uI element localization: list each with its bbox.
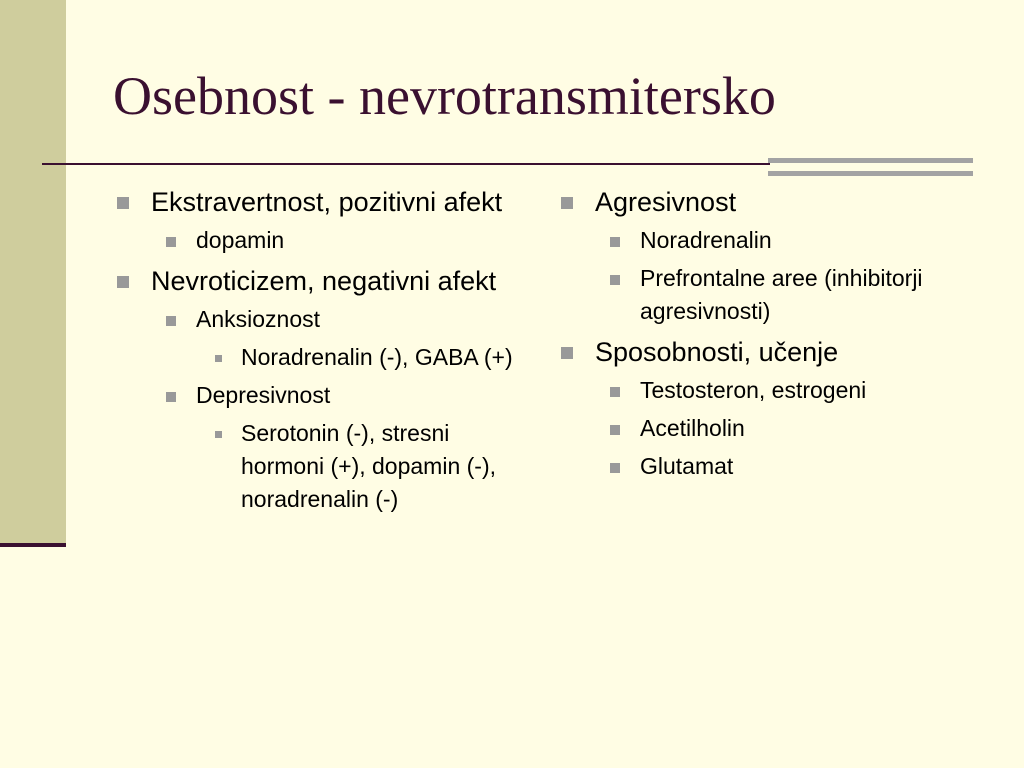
bullet-text: Testosteron, estrogeni [640,377,867,403]
bullet-text: dopamin [196,227,285,253]
square-bullet-icon [561,347,573,359]
bullet-item-level-2 [558,224,978,257]
square-bullet-icon [215,355,222,362]
bullet-text: Noradrenalin (-), GABA (+) [241,344,513,370]
left-accent-line [0,543,66,547]
square-bullet-icon [610,463,620,473]
square-bullet-icon [610,425,620,435]
bullet-text: Prefrontalne aree (inhibitorji agresivnosti) [640,265,923,324]
right-column [558,186,978,483]
bullet-text: Serotonin (-), stresni hormoni (+), dopamin (-), noradrenalin (-) [241,420,496,512]
bullet-text: Ekstravertnost, pozitivni afekt [151,187,503,217]
bullet-item-level-1 [114,186,534,219]
accent-stripe-bottom [768,171,973,176]
bullet-item-level-2 [558,412,978,445]
bullet-item-level-2 [114,303,534,336]
bullet-text: Sposobnosti, učenje [595,337,839,367]
square-bullet-icon [117,197,129,209]
square-bullet-icon [561,197,573,209]
bullet-item-level-2 [114,224,534,257]
bullet-item-level-2 [558,374,978,407]
title-divider [42,163,770,165]
square-bullet-icon [610,237,620,247]
bullet-item-level-3 [114,417,534,516]
left-column [114,186,534,516]
bullet-item-level-1 [558,336,978,369]
bullet-item-level-1 [558,186,978,219]
bullet-text: Agresivnost [595,187,737,217]
square-bullet-icon [610,387,620,397]
bullet-text: Glutamat [640,453,734,479]
square-bullet-icon [166,237,176,247]
square-bullet-icon [166,392,176,402]
square-bullet-icon [166,316,176,326]
bullet-text: Anksioznost [196,306,321,332]
left-accent-bar [0,0,66,543]
square-bullet-icon [610,275,620,285]
bullet-item-level-2 [114,379,534,412]
bullet-item-level-2 [558,450,978,483]
accent-stripe-top [768,158,973,163]
bullet-item-level-3 [114,341,534,374]
bullet-text: Noradrenalin [640,227,772,253]
bullet-text: Depresivnost [196,382,331,408]
bullet-item-level-2 [558,262,978,328]
bullet-text: Nevroticizem, negativni afekt [151,266,497,296]
slide-title: Osebnost - nevrotransmitersko [113,66,776,126]
bullet-text: Acetilholin [640,415,745,441]
square-bullet-icon [117,276,129,288]
square-bullet-icon [215,431,222,438]
bullet-item-level-1 [114,265,534,298]
